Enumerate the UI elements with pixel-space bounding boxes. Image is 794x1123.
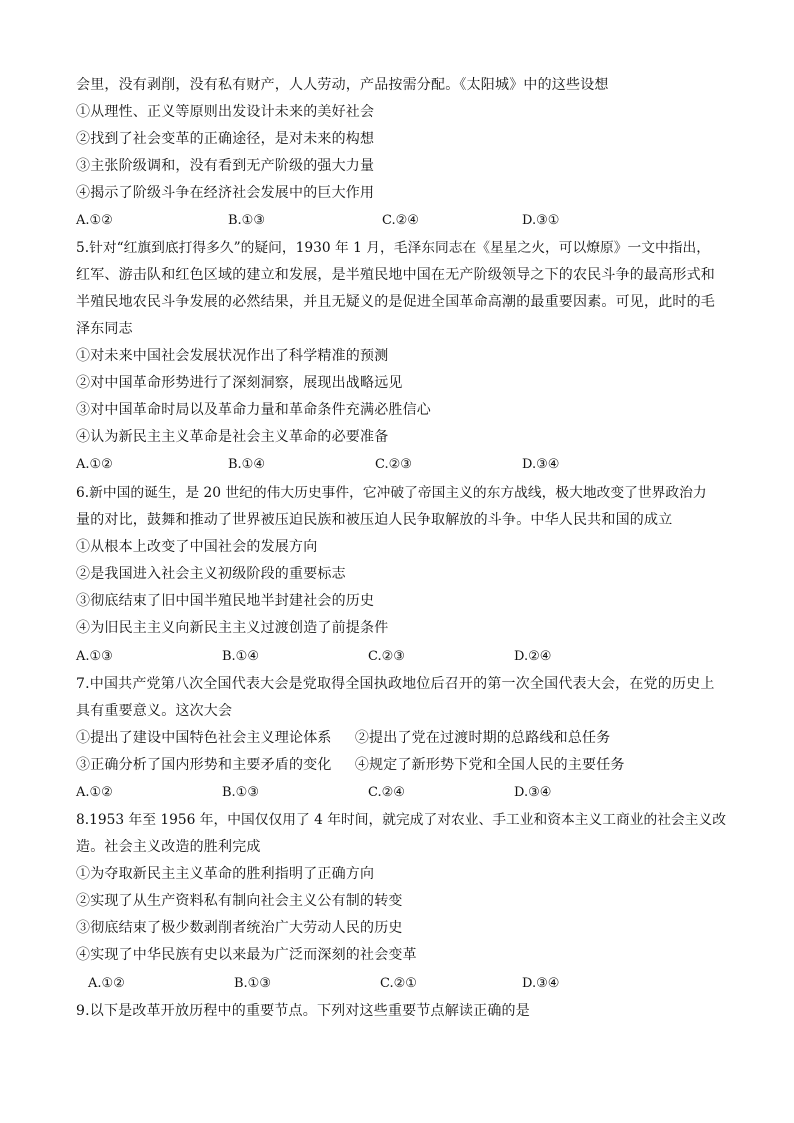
q8-statement-3: ③彻底结束了极少数剥削者统治广大劳动人民的历史 xyxy=(76,920,403,936)
q5-statement-2: ②对中国革命形势进行了深刻洞察，展现出战略远见 xyxy=(76,375,403,391)
q5-statement-1: ①对未来中国社会发展状况作出了科学精准的预测 xyxy=(76,348,389,364)
q6-statement-4: ④为旧民主主义向新民主主义过渡创造了前提条件 xyxy=(76,620,389,636)
q4-statement-4: ④揭示了阶级斗争在经济社会发展中的巨大作用 xyxy=(76,185,375,201)
q5-stem-line-1: 5.针对“红旗到底打得多久”的疑问，1930 年 1 月，毛泽东同志在《星星之火，可以燎原》一文中指出， xyxy=(76,240,711,256)
q6-option-a: A.①③ xyxy=(76,649,113,664)
q8-statement-2: ②实现了从生产资料私有制向社会主义公有制的转变 xyxy=(76,893,403,909)
q5-option-d: D.③④ xyxy=(522,457,560,472)
q6-stem-line-2: 量的对比，鼓舞和推动了世界被压迫民族和被压迫人民争取解放的斗争。中华人民共和国的成立 xyxy=(76,512,673,528)
q6-option-c: C.②③ xyxy=(368,649,405,664)
q5-stem-line-4: 泽东同志 xyxy=(76,321,133,337)
q5-statement-3: ③对中国革命时局以及革命力量和革命条件充满必胜信心 xyxy=(76,402,431,418)
q4-option-b: B.①③ xyxy=(228,213,265,228)
q5-stem-line-3: 半殖民地农民斗争发展的必然结果，并且无疑义的是促进全国革命高潮的最重要因素。可见，此时的毛 xyxy=(76,294,715,310)
q4-option-d: D.③① xyxy=(522,213,560,228)
q8-statement-1: ①为夺取新民主主义革命的胜利指明了正确方向 xyxy=(76,866,375,882)
q6-option-d: D.②④ xyxy=(514,649,552,664)
q5-option-a: A.①② xyxy=(76,457,113,472)
q8-option-c: C.②① xyxy=(380,976,417,991)
q7-option-c: C.②④ xyxy=(368,785,405,800)
q7-statements-1-2: ①提出了建设中国特色社会主义理论体系 ②提出了党在过渡时期的总路线和总任务 xyxy=(76,730,611,746)
q8-stem-line-1: 8.1953 年至 1956 年，中国仅仅用了 4 年时间，就完成了对农业、手工业和资本主义工商业的社会主义改 xyxy=(76,812,726,828)
q5-option-b: B.①④ xyxy=(228,457,265,472)
q5-statement-4: ④认为新民主主义革命是社会主义革命的必要准备 xyxy=(76,429,389,445)
q4-statement-2: ②找到了社会变革的正确途径，是对未来的构想 xyxy=(76,131,375,147)
q6-option-b: B.①④ xyxy=(222,649,259,664)
q8-stem-line-2: 造。社会主义改造的胜利完成 xyxy=(76,839,261,855)
q5-stem-line-2: 红军、游击队和红色区域的建立和发展，是半殖民地中国在无产阶级领导之下的农民斗争的最高形式和 xyxy=(76,267,715,283)
q5-option-c: C.②③ xyxy=(375,457,412,472)
q4-statement-1: ①从理性、正义等原则出发设计未来的美好社会 xyxy=(76,104,375,120)
q6-statement-2: ②是我国进入社会主义初级阶段的重要标志 xyxy=(76,566,346,582)
q8-statement-4: ④实现了中华民族有史以来最为广泛而深刻的社会变革 xyxy=(76,947,417,963)
q4-statement-3: ③主张阶级调和，没有看到无产阶级的强大力量 xyxy=(76,158,375,174)
q6-statement-1: ①从根本上改变了中国社会的发展方向 xyxy=(76,539,318,555)
q4-stem-tail: 会里，没有剥削，没有私有财产，人人劳动，产品按需分配。《太阳城》中的这些设想 xyxy=(76,77,609,93)
q8-option-d: D.③④ xyxy=(522,976,560,991)
q9-stem: 9.以下是改革开放历程中的重要节点。下列对这些重要节点解读正确的是 xyxy=(76,1003,530,1019)
q6-statement-3: ③彻底结束了旧中国半殖民地半封建社会的历史 xyxy=(76,593,375,609)
q7-statements-3-4: ③正确分析了国内形势和主要矛盾的变化 ④规定了新形势下党和全国人民的主要任务 xyxy=(76,757,625,773)
q8-option-b: B.①③ xyxy=(234,976,271,991)
q7-option-d: D.③④ xyxy=(514,785,552,800)
q6-stem-line-1: 6.新中国的诞生，是 20 世纪的伟大历史事件，它冲破了帝国主义的东方战线，极大地改变了世界政治力 xyxy=(76,485,707,501)
q8-option-a: A.①② xyxy=(88,976,125,991)
q7-option-b: B.①③ xyxy=(222,785,259,800)
q7-option-a: A.①② xyxy=(76,785,113,800)
q7-stem-line-2: 具有重要意义。这次大会 xyxy=(76,703,233,719)
q4-option-c: C.②④ xyxy=(382,213,419,228)
q4-option-a: A.①② xyxy=(76,213,113,228)
q7-stem-line-1: 7.中国共产党第八次全国代表大会是党取得全国执政地位后召开的第一次全国代表大会，在党的历史上 xyxy=(76,676,715,692)
